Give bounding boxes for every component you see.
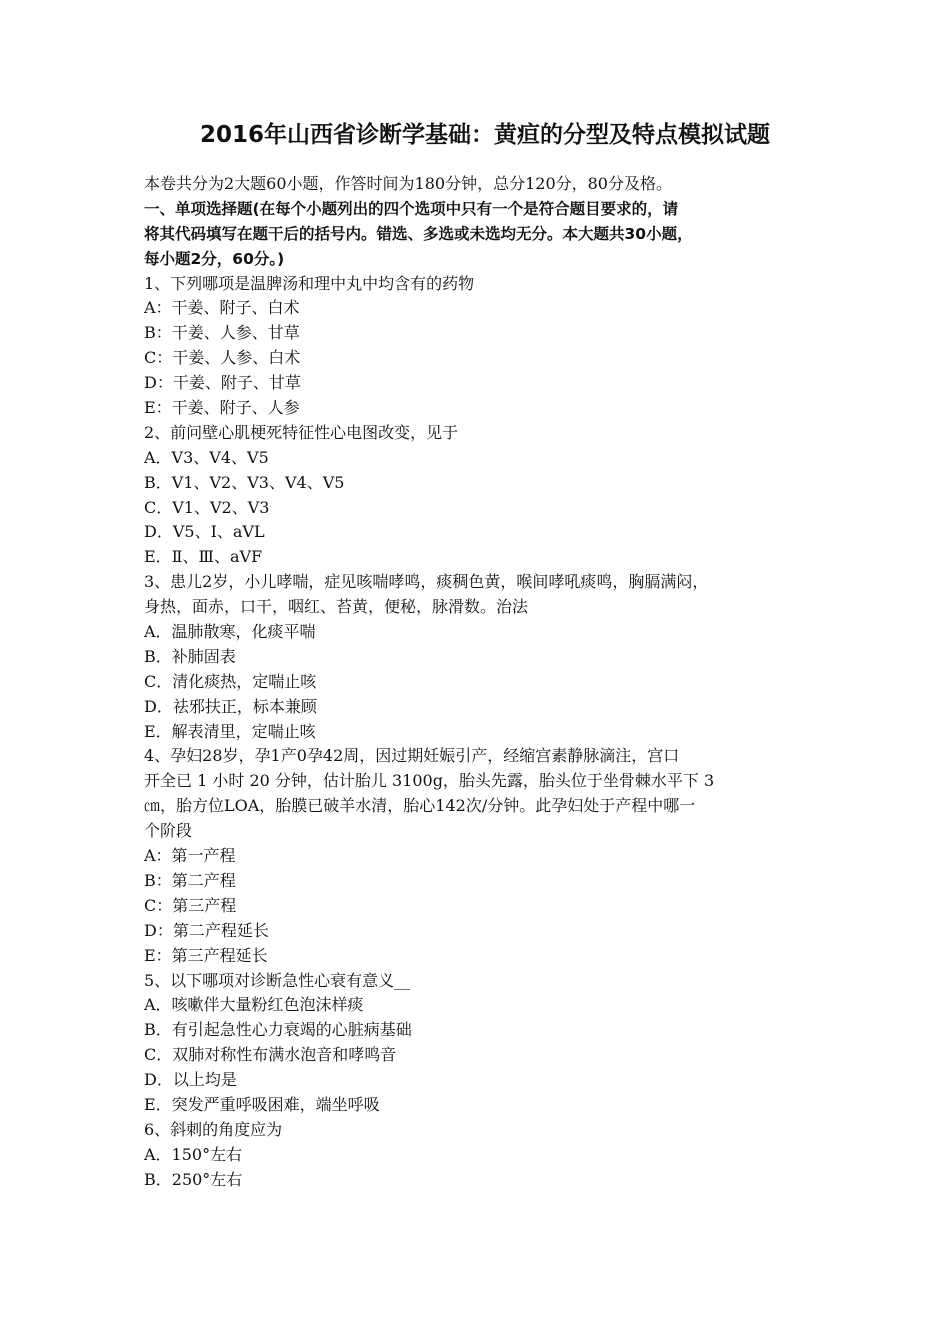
section-heading-line: 一、单项选择题(在每个小题列出的四个选项中只有一个是符合题目要求的，请 bbox=[144, 199, 679, 218]
answer-option-b: B：干姜、人参、甘草 bbox=[144, 323, 300, 343]
question-stem: 4、孕妇28岁，孕1产0孕42周，因过期妊娠引产，经缩宫素静脉滴注，宫口 bbox=[144, 746, 680, 766]
answer-option-a: A：第一产程 bbox=[144, 846, 236, 866]
question-stem: 3、患儿2岁，小儿哮喘，症见咳喘哮鸣，痰稠色黄，喉间哮吼痰鸣，胸膈满闷， bbox=[144, 572, 709, 592]
question-stem: 6、斜刺的角度应为 bbox=[144, 1119, 283, 1139]
question-stem: 2、前问壁心肌梗死特征性心电图改变，见于 bbox=[144, 422, 459, 442]
answer-option-e: E：第三产程延长 bbox=[144, 945, 268, 965]
answer-option-d: D．以上均是 bbox=[144, 1070, 237, 1090]
question-3 bbox=[144, 570, 808, 744]
question-stem: ㎝，胎方位LOA，胎膜已破羊水清，胎心142次/分钟。此孕妇处于产程中哪一 bbox=[144, 796, 696, 816]
section-heading bbox=[144, 197, 808, 272]
answer-option-d: D：干姜、附子、甘草 bbox=[144, 373, 301, 393]
answer-option-e: E．解表清里，定喘止咳 bbox=[144, 721, 316, 741]
question-1 bbox=[144, 272, 808, 421]
answer-option-a: A．Ⅴ3、Ⅴ4、Ⅴ5 bbox=[144, 447, 269, 467]
exam-intro: 本卷共分为2大题60小题，作答时间为180分钟，总分120分，80分及格。 bbox=[144, 174, 672, 193]
section-heading-line: 将其代码填写在题干后的括号内。错选、多选或未选均无分。本大题共30小题， bbox=[144, 224, 693, 243]
question-stem: 开全已 1 小时 20 分钟，估计胎儿 3100g，胎头先露，胎头位于坐骨棘水平下 3 bbox=[144, 771, 715, 791]
answer-option-c: C．清化痰热，定喘止咳 bbox=[144, 671, 317, 691]
document-body bbox=[144, 172, 808, 1193]
answer-option-b: B．有引起急性心力衰竭的心脏病基础 bbox=[144, 1020, 412, 1040]
question-stem: 5、以下哪项对诊断急性心衰有意义__ bbox=[144, 970, 411, 990]
question-stem: 个阶段 bbox=[144, 821, 193, 841]
answer-option-d: D．Ⅴ5、Ⅰ、aⅤL bbox=[144, 522, 265, 542]
answer-option-d: D：第二产程延长 bbox=[144, 920, 269, 940]
answer-option-d: D．祛邪扶正，标本兼顾 bbox=[144, 696, 317, 716]
answer-option-a: A．150°左右 bbox=[144, 1144, 243, 1164]
answer-option-c: C：第三产程 bbox=[144, 895, 237, 915]
question-5 bbox=[144, 969, 808, 1118]
answer-option-b: B．Ⅴ1、Ⅴ2、Ⅴ3、Ⅴ4、Ⅴ5 bbox=[144, 472, 345, 492]
answer-option-a: A．咳嗽伴大量粉红色泡沫样痰 bbox=[144, 995, 364, 1015]
document-title: 2016年山西省诊断学基础：黄疸的分型及特点模拟试题 bbox=[199, 122, 770, 148]
answer-option-e: E：干姜、附子、人参 bbox=[144, 398, 300, 418]
answer-option-c: C．Ⅴ1、Ⅴ2、Ⅴ3 bbox=[144, 497, 270, 517]
answer-option-b: B．补肺固表 bbox=[144, 646, 236, 666]
answer-option-c: C．双肺对称性布满水泡音和哮鸣音 bbox=[144, 1045, 397, 1065]
question-stem: 身热，面赤，口干，咽红、苔黄，便秘，脉滑数。治法 bbox=[144, 597, 529, 617]
answer-option-b: B：第二产程 bbox=[144, 870, 236, 890]
question-6 bbox=[144, 1118, 808, 1193]
answer-option-e: E．突发严重呼吸困难，端坐呼吸 bbox=[144, 1094, 380, 1114]
question-4 bbox=[144, 744, 808, 968]
section-heading-line: 每小题2分，60分。) bbox=[144, 249, 285, 268]
answer-option-b: B．250°左右 bbox=[144, 1169, 243, 1189]
answer-option-a: A．温肺散寒，化痰平喘 bbox=[144, 622, 316, 642]
answer-option-a: A：干姜、附子、白术 bbox=[144, 298, 300, 318]
answer-option-e: E．Ⅱ、Ⅲ、aⅤF bbox=[144, 547, 263, 567]
question-2 bbox=[144, 421, 808, 570]
answer-option-c: C：干姜、人参、白术 bbox=[144, 348, 301, 368]
question-stem: 1、下列哪项是温脾汤和理中丸中均含有的药物 bbox=[144, 273, 475, 293]
